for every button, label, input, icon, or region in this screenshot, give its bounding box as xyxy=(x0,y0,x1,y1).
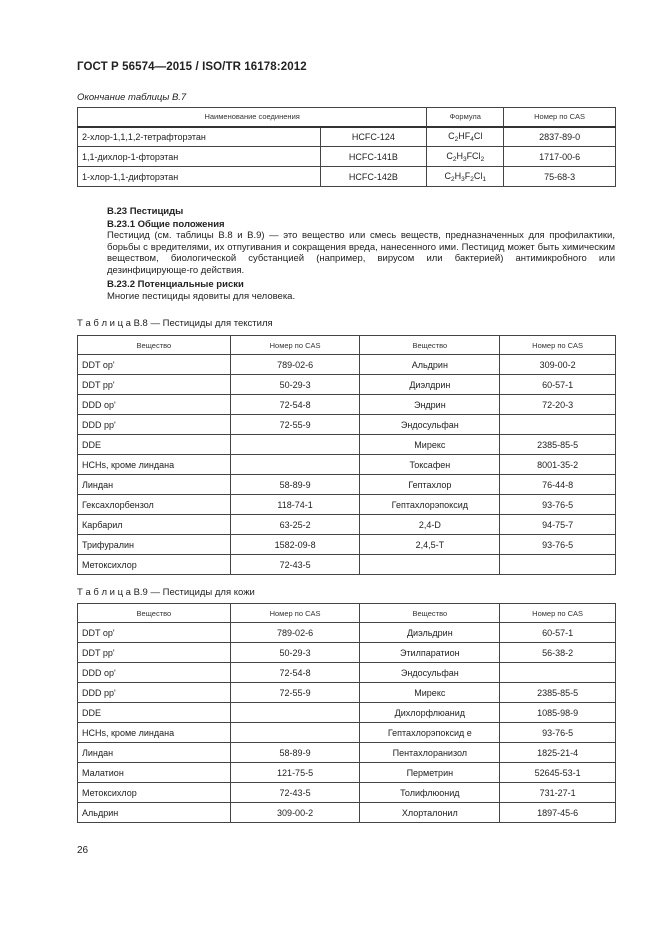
table-b8 xyxy=(77,335,616,575)
cas-number-cell: 50-29-3 xyxy=(230,375,360,395)
compound-formula: $C_2HF_4Cl$ xyxy=(427,127,504,147)
cas-number-cell xyxy=(230,435,360,455)
substance-cell: Эндосульфан xyxy=(360,663,500,683)
paragraph-general: Пестицид (см. таблицы В.8 и В.9) — это вещество или смесь веществ, предназначенных для профилактики, борьбы с вредителями, их отпугивания и сокращения вреда, нанесенного ими. Пестицид может быть химическим веществом, биологической субстанцией (например, вирусом или бактерией) антимикробного или дезинфицирующе-го действия. xyxy=(107,230,615,276)
table-b8-caption: Т а б л и ц а В.8 — Пестициды для текстиля xyxy=(77,318,273,329)
substance-cell: Этилпаратион xyxy=(360,643,500,663)
table-row xyxy=(78,743,616,763)
cas-number-cell: 50-29-3 xyxy=(230,643,360,663)
cas-number-cell: 789-02-6 xyxy=(230,623,360,643)
table-row xyxy=(78,415,616,435)
substance-cell: DDD pp' xyxy=(78,683,231,703)
cas-number-cell: 789-02-6 xyxy=(230,355,360,375)
table-row xyxy=(78,355,616,375)
table-row xyxy=(78,435,616,455)
cas-number-cell: 52645-53-1 xyxy=(500,763,616,783)
cas-number-cell: 731-27-1 xyxy=(500,783,616,803)
cas-number-cell: 60-57-1 xyxy=(500,623,616,643)
substance-cell: 2,4,5-Т xyxy=(360,535,500,555)
substance-cell: HCHs, кроме линдана xyxy=(78,455,231,475)
substance-cell: Гептахлорэпоксид е xyxy=(360,723,500,743)
substance-cell: Метоксихлор xyxy=(78,555,231,575)
cas-number-cell: 94-75-7 xyxy=(500,515,616,535)
cas-number-cell: 72-43-5 xyxy=(230,783,360,803)
table-row xyxy=(78,703,616,723)
cas-number-cell: 2385-85-5 xyxy=(500,435,616,455)
table-row xyxy=(78,455,616,475)
table-row xyxy=(78,763,616,783)
table-b7-header-formula: Формула xyxy=(427,108,504,127)
substance-cell: Мирекс xyxy=(360,435,500,455)
cas-number-cell xyxy=(230,723,360,743)
substance-cell: DDD op' xyxy=(78,395,231,415)
table-row xyxy=(78,623,616,643)
cas-number-cell: 72-55-9 xyxy=(230,415,360,435)
cas-number-cell xyxy=(500,555,616,575)
column-header: Вещество xyxy=(78,336,231,355)
cas-number-cell: 118-74-1 xyxy=(230,495,360,515)
column-header: Номер по CAS xyxy=(230,604,360,623)
cas-number-cell: 56-38-2 xyxy=(500,643,616,663)
substance-cell: Пентахлоранизол xyxy=(360,743,500,763)
subsection-general-title: В.23.1 Общие положения xyxy=(107,219,225,230)
compound-code: HCFC-142B xyxy=(320,167,427,187)
table-row xyxy=(78,375,616,395)
substance-cell: Эндрин xyxy=(360,395,500,415)
substance-cell: Мирекс xyxy=(360,683,500,703)
compound-code: HCFC-124 xyxy=(320,127,427,147)
table-row xyxy=(78,475,616,495)
table-row xyxy=(78,127,616,147)
substance-cell: DDT op' xyxy=(78,623,231,643)
cas-number-cell: 63-25-2 xyxy=(230,515,360,535)
cas-number-cell: 93-76-5 xyxy=(500,535,616,555)
substance-cell: Линдан xyxy=(78,743,231,763)
table-row xyxy=(78,395,616,415)
table-b7 xyxy=(77,107,616,187)
cas-number-cell: 8001-35-2 xyxy=(500,455,616,475)
cas-number-cell xyxy=(500,415,616,435)
cas-number-cell: 2385-85-5 xyxy=(500,683,616,703)
column-header: Номер по CAS xyxy=(230,336,360,355)
table-row xyxy=(78,783,616,803)
substance-cell: Альдрин xyxy=(360,355,500,375)
substance-cell: DDT op' xyxy=(78,355,231,375)
compound-code: HCFC-141B xyxy=(320,147,427,167)
substance-cell: Карбарил xyxy=(78,515,231,535)
paragraph-risks: Многие пестициды ядовиты для человека. xyxy=(107,291,296,302)
substance-cell: 2,4-D xyxy=(360,515,500,535)
table-row xyxy=(78,643,616,663)
substance-cell: Диэльдрин xyxy=(360,623,500,643)
substance-cell: Трифуралин xyxy=(78,535,231,555)
substance-cell: Токсафен xyxy=(360,455,500,475)
cas-number-cell: 76-44-8 xyxy=(500,475,616,495)
compound-cas: 75-68-3 xyxy=(504,167,616,187)
cas-number-cell: 1582-09-8 xyxy=(230,535,360,555)
cas-number-cell: 1825-21-4 xyxy=(500,743,616,763)
table-header-row xyxy=(78,604,616,623)
cas-number-cell: 1897-45-6 xyxy=(500,803,616,823)
table-row xyxy=(78,535,616,555)
table-row xyxy=(78,683,616,703)
substance-cell: Перметрин xyxy=(360,763,500,783)
substance-cell: DDE xyxy=(78,703,231,723)
substance-cell: HCHs, кроме линдана xyxy=(78,723,231,743)
cas-number-cell: 93-76-5 xyxy=(500,723,616,743)
compound-formula: $C_2H_3F_2Cl_1$ xyxy=(427,167,504,187)
table-row xyxy=(78,515,616,535)
column-header: Вещество xyxy=(78,604,231,623)
table-b7-header-name: Наименование соединения xyxy=(78,108,427,127)
cas-number-cell: 58-89-9 xyxy=(230,743,360,763)
substance-cell: Эндосульфан xyxy=(360,415,500,435)
substance-cell: Линдан xyxy=(78,475,231,495)
substance-cell: Гексахлорбензол xyxy=(78,495,231,515)
table-b9 xyxy=(77,603,616,823)
table-b7-caption: Окончание таблицы B.7 xyxy=(77,92,187,103)
column-header: Номер по CAS xyxy=(500,336,616,355)
section-paragraph xyxy=(90,230,615,276)
substance-cell: Толифлюонид xyxy=(360,783,500,803)
cas-number-cell: 72-54-8 xyxy=(230,395,360,415)
table-row xyxy=(78,663,616,683)
cas-number-cell: 309-00-2 xyxy=(500,355,616,375)
substance-cell: Диэлдрин xyxy=(360,375,500,395)
table-row xyxy=(78,147,616,167)
substance-cell: Гептахлорэпоксид xyxy=(360,495,500,515)
substance-cell: Хлорталонил xyxy=(360,803,500,823)
substance-cell: DDT pp' xyxy=(78,375,231,395)
compound-name: 1-хлор-1,1-дифторэтан xyxy=(78,167,321,187)
subsection-risks-title: В.23.2 Потенциальные риски xyxy=(107,279,244,290)
substance-cell: DDD op' xyxy=(78,663,231,683)
table-row xyxy=(78,555,616,575)
cas-number-cell: 72-20-3 xyxy=(500,395,616,415)
substance-cell: Альдрин xyxy=(78,803,231,823)
table-b9-caption: Т а б л и ц а В.9 — Пестициды для кожи xyxy=(77,587,255,598)
table-header-row xyxy=(78,336,616,355)
column-header: Номер по CAS xyxy=(500,604,616,623)
compound-formula: $C_2H_3FCl_2$ xyxy=(427,147,504,167)
substance-cell xyxy=(360,555,500,575)
table-row xyxy=(78,803,616,823)
substance-cell: Малатион xyxy=(78,763,231,783)
cas-number-cell: 72-43-5 xyxy=(230,555,360,575)
cas-number-cell: 72-55-9 xyxy=(230,683,360,703)
table-b7-header-cas: Номер по CAS xyxy=(504,108,616,127)
substance-cell: DDE xyxy=(78,435,231,455)
section-title: В.23 Пестициды xyxy=(107,206,184,217)
page-number: 26 xyxy=(77,845,89,856)
substance-cell: Гептахлор xyxy=(360,475,500,495)
compound-cas: 2837-89-0 xyxy=(504,127,616,147)
table-row xyxy=(78,723,616,743)
compound-name: 2-хлор-1,1,1,2-тетрафторэтан xyxy=(78,127,321,147)
substance-cell: DDT pp' xyxy=(78,643,231,663)
table-row xyxy=(78,495,616,515)
cas-number-cell xyxy=(230,703,360,723)
cas-number-cell: 121-75-5 xyxy=(230,763,360,783)
compound-cas: 1717-00-6 xyxy=(504,147,616,167)
cas-number-cell xyxy=(230,455,360,475)
cas-number-cell: 93-76-5 xyxy=(500,495,616,515)
compound-name: 1,1-дихлор-1-фторэтан xyxy=(78,147,321,167)
document-header: ГОСТ Р 56574—2015 / ISO/TR 16178:2012 xyxy=(77,61,307,73)
substance-cell: Дихлорфлюанид xyxy=(360,703,500,723)
cas-number-cell: 72-54-8 xyxy=(230,663,360,683)
substance-cell: Метоксихлор xyxy=(78,783,231,803)
cas-number-cell: 1085-98-9 xyxy=(500,703,616,723)
substance-cell: DDD pp' xyxy=(78,415,231,435)
table-row xyxy=(78,167,616,187)
cas-number-cell: 58-89-9 xyxy=(230,475,360,495)
cas-number-cell: 309-00-2 xyxy=(230,803,360,823)
cas-number-cell: 60-57-1 xyxy=(500,375,616,395)
column-header: Вещество xyxy=(360,604,500,623)
cas-number-cell xyxy=(500,663,616,683)
column-header: Вещество xyxy=(360,336,500,355)
